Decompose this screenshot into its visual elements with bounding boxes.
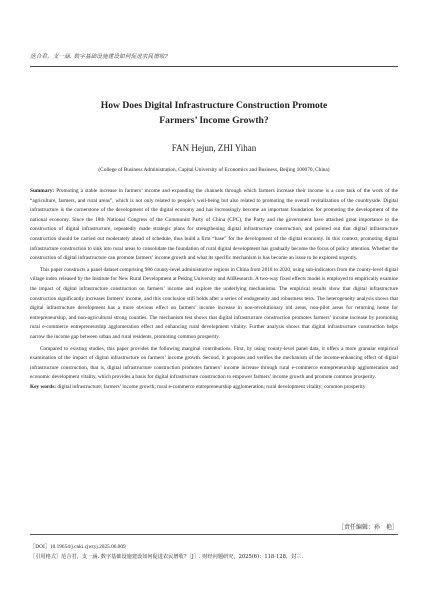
header-rule (30, 66, 398, 67)
summary-paragraph (30, 187, 398, 264)
keywords-paragraph (30, 383, 398, 393)
editor-credit: ［责任编辑：孙 艳］ (337, 524, 398, 531)
paragraph-2: This paper constructs a panel dataset comprising 986 county-level administrative regions in China from 2018 to 2020, using sub-indicators from the county-level digital village index released by the Institute for New Rural Development at Peking University and AliResearch. A two-way fixed effects model is employed to empirically examine the impact of digital infrastructure construction on farmers’ income and explore the underlying mechanisms. The empirical results show that digital infrastructure construction significantly increases farmers’ income, and this conclusion still holds after a series of endogeneity and robustness tests. The heterogeneity analysis shows that digital infrastructure development has a more obvious effect on farmers’ income increase in non-revolutionary old areas, non-pilot areas for returning home for entrepreneurship, and non-agricultural strong counties. The mechanism test shows that digital infrastructure construction promotes farmers’ income increase by promoting rural e-commerce entrepreneurship agglomeration effect and enhancing rural development vitality. Further analysis shows that digital infrastructure construction helps narrow the income gap between urban and rural residents, promoting common prosperity. (30, 266, 398, 340)
authors: FAN Hejun, ZHI Yihan (171, 143, 257, 153)
doi: ［DOI］10.19654/j.cnki.cjwtyj.2025.06.009 (30, 544, 126, 550)
citation-format: ［引用格式］范合君，支一涵. 数字基础设施建设如何促进农民增收?［J］. 财经问题研究，2025(6)：118-128，封三. (30, 554, 304, 560)
paper-title (30, 98, 398, 128)
affiliation: (College of Business Administration, Capital University of Economics and Business, Beijing 100070, China) (98, 167, 330, 173)
keywords-text: digital infrastructure; farmers’ income growth; rural e-commerce entrepreneurship agglomeration; rural development vitality; common prosperity (57, 383, 366, 390)
summary-label: Summary: (30, 188, 55, 194)
abstract-body (30, 187, 398, 392)
keywords-label: Key words: (30, 383, 57, 390)
summary-text: Promoting a stable increase in farmers’ income and expanding the channels through which farmers increase their income is a core task of the work of the “agriculture, farmers, and rural areas”, which is not only related to people’s well-being but also related to promoting the overall revitalization of the countryside. Digital infrastructure is the cornerstone of the development of the digital economy and has increasingly become an important foundation for promoting the development of the national economy. Since the 18th National Congress of the Communist Party of China (CPC), the Party and the government have attached great importance to the construction of digital infrastructure, repeatedly made strategic plans for strengthening digital infrastructure construction, and pointed out that digital infrastructure construction should be carried out moderately ahead of schedule, thus build a firm “base” for the development of the digital economy. In this context, promoting digital infrastructure construction to sink into rural areas to consolidate the foundation of rural digital development has gradually become the focus of policy attention. Whether the construction of digital infrastructure can promote farmers’ income growth and what its specific mechanism is has become an issue to be explored urgently. (30, 188, 398, 262)
title-line-2: Farmers’ Income Growth? (159, 115, 269, 126)
running-header: 范合君，支一涵. 数字基础设施建设如何促进农民增收? (30, 54, 168, 60)
title-line-1: How Does Digital Infrastructure Construction Promote (100, 100, 328, 111)
paragraph-3: Compared to existing studies, this paper provides the following marginal contributions. First, by using county-level panel data, it offers a more granular empirical examination of the impact of digital infrastructure on farmers’ income growth. Second, it proposes and verifies the mechanism of the income-enhancing effect of digital infrastructure construction, that is, digital infrastructure construction promotes farmers’ income increase through rural e-commerce entrepreneurship agglomeration and economic development vitality, which provides a basis for digital infrastructure construction to empower farmers’ income growth and promote common prosperity. (30, 345, 398, 381)
footer-rule (30, 534, 398, 535)
